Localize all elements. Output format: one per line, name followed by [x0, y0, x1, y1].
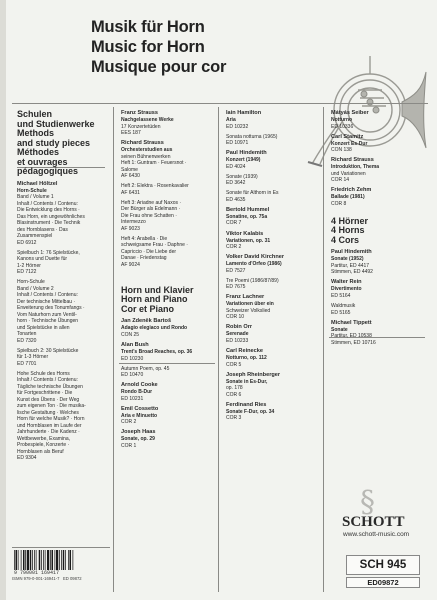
schott-logo	[342, 512, 412, 530]
entry-line: 1-2 Hörner	[17, 262, 41, 269]
catalog-entry	[226, 294, 322, 321]
catalog-entry	[226, 134, 322, 147]
entry-line: Sonate (1952)	[331, 256, 364, 263]
entry-line: ED 3642	[226, 180, 246, 187]
column-methods	[17, 110, 111, 465]
publisher-url: www.schott-music.com	[343, 531, 410, 538]
catalog-entry	[121, 183, 217, 196]
composer-name: Iain Hamilton	[226, 110, 262, 116]
catalog-entry	[17, 250, 111, 276]
catalog-entry	[17, 371, 111, 462]
entry-line: Partitur, ED 10538	[331, 333, 372, 340]
entry-line: Notturno, op. 112	[226, 355, 267, 362]
entry-line: COR 2	[121, 419, 137, 426]
column-horn-piano-and-four-horns	[331, 110, 427, 350]
catalog-entry	[226, 231, 322, 251]
heading-line: Schulen	[17, 109, 53, 119]
entry-line: Partitur, ED 4417	[331, 262, 370, 269]
catalog-entry	[226, 372, 322, 399]
entry-line: Trent's Broad Reaches, op. 36	[121, 349, 193, 356]
entry-line: CON 138	[331, 147, 352, 154]
catalog-entry	[226, 150, 322, 170]
entry-line: Sonate F-Dur, op. 34	[226, 408, 275, 415]
horn-piano-list-c	[331, 110, 427, 207]
entry-line: Heft 4: Arabella · Die	[121, 235, 168, 242]
entry-line: CON 25	[121, 331, 140, 338]
entry-line: Band / Volume 1	[17, 194, 54, 200]
catalog-entry	[226, 190, 322, 203]
horn-piano-list-a	[121, 318, 217, 449]
entry-line: Stimmen, ED 10716	[331, 339, 376, 346]
entry-line: Spielbuch 2: 30 Spielstücke	[17, 347, 79, 354]
entry-line: COR 3	[226, 415, 242, 422]
entry-line: Die Entwicklung des Horns ·	[17, 207, 80, 213]
composer-name: Richard Strauss	[121, 140, 164, 147]
catalog-entry	[226, 278, 322, 291]
heading-line: pédagogiques	[17, 166, 79, 176]
catalog-entry	[17, 348, 111, 368]
entry-line: op. 178	[226, 385, 243, 392]
entry-line: Kanons und Duette für	[17, 256, 68, 263]
composer-name: Franz Lachner	[226, 294, 265, 301]
entry-line: Sonate in Es-Dur,	[226, 378, 268, 385]
entry-line: COR 6	[226, 391, 242, 398]
entry-line: Der technische Mittelbau ·	[17, 298, 76, 305]
composer-name: Carl Stamitz	[331, 133, 364, 140]
entry-line: ED 10971	[226, 140, 249, 147]
entry-line: Inhalt / Contents / Contenu:	[17, 292, 78, 299]
composer-name: Bertold Hummel	[226, 206, 270, 213]
ismn-text: ISMN 979-0-001-16941-7	[12, 576, 60, 581]
entry-line: Waldmusik	[331, 303, 356, 310]
heading-line: 4 Horns	[331, 225, 365, 236]
methods-list	[17, 181, 111, 462]
composer-name: Jan Zdeněk Bartoš	[121, 318, 172, 325]
entry-line: Serenade	[226, 331, 249, 338]
composer-name: Robin Orr	[226, 324, 253, 331]
entry-line: ED 4024	[226, 163, 246, 170]
entry-line: Rondo B-Dur	[121, 389, 153, 396]
composer-name: Ferdinand Ries	[226, 401, 267, 408]
entry-line: EES 187	[121, 130, 141, 136]
title-english: Music for Horn	[91, 38, 205, 56]
schott-s-emblem: §	[360, 485, 375, 520]
entry-line: ED 10231	[121, 395, 144, 402]
entry-line: Ballade (1981)	[331, 194, 365, 201]
entry-line: Tonarten	[17, 331, 37, 338]
entry-line: Sonate (1939)	[226, 173, 258, 180]
entry-line: Variationen, op. 31	[226, 237, 271, 244]
ismn-line	[12, 576, 82, 581]
entry-line: ED 10230	[121, 355, 144, 362]
entry-line: Danae · Friedenstag	[121, 255, 167, 262]
horn-piano-list-b	[226, 110, 322, 422]
heading-line: Cor et Piano	[121, 303, 175, 314]
entry-line: Horn für welche Musik? · Horn	[17, 416, 85, 423]
column-divider-1	[113, 107, 114, 592]
entry-line: ED 10233	[226, 337, 249, 344]
entry-line: ED 6912	[17, 239, 37, 246]
entry-line: Jahrhunderte · Die Kadenz ·	[17, 429, 80, 436]
horn-piano-heading	[121, 286, 217, 315]
composer-name: Joseph Rheinberger	[226, 371, 281, 378]
catalog-entry	[331, 279, 427, 299]
composer-name: Viktor Kalabis	[226, 230, 264, 237]
entry-line: Sonatine, op. 75a	[226, 213, 268, 220]
catalog-number: SCH 945	[346, 555, 420, 575]
entry-line: ED 7675	[226, 284, 246, 291]
barcode	[12, 550, 104, 572]
entry-line: ED 7122	[17, 269, 37, 276]
column-divider-2	[218, 107, 219, 592]
heading-line: 4 Cors	[331, 234, 360, 245]
top-rule	[12, 103, 428, 104]
catalog-entry	[226, 254, 322, 274]
title-german: Musik für Horn	[91, 18, 205, 36]
entry-line: für 1-3 Hörner	[17, 354, 49, 361]
footer-rule	[12, 547, 110, 548]
catalog-entry	[331, 249, 427, 276]
entry-line: Aria	[226, 117, 236, 123]
entry-line: Blasinstrument · Die Technik	[17, 220, 81, 226]
catalog-entry	[331, 187, 427, 207]
entry-line: Inhalt / Contents / Contenu:	[17, 200, 78, 207]
entry-line: Horn-Schule	[17, 279, 45, 286]
composer-name: Mátyás Seiber	[331, 110, 369, 116]
entry-line: und Spielstücke in allen	[17, 324, 70, 331]
entry-line: ED 10232	[226, 123, 249, 130]
entry-line: Tägliche technische Übungen	[17, 383, 83, 390]
entry-line: AF 9024	[121, 261, 140, 268]
edition-number: ED09872	[346, 577, 420, 588]
entry-line: Die Frau ohne Schatten ·	[121, 212, 177, 219]
entry-line: Konzert (1949)	[226, 157, 261, 164]
entry-line: Variationen über ein	[226, 301, 274, 308]
composer-name: Joseph Haas	[121, 429, 156, 436]
heading-line: et ouvrages	[17, 156, 68, 167]
entry-line: Hornblasen als Beruf	[17, 448, 64, 455]
catalog-entry	[331, 110, 427, 130]
entry-line: ED 9304	[17, 455, 37, 462]
composer-name: Volker David Kirchner	[226, 254, 285, 261]
entry-line: Capriccio · Die Liebe der	[121, 248, 177, 255]
entry-line: Schweizer Volkslied	[226, 307, 271, 314]
entry-line: Sonata notturna (1965)	[226, 133, 278, 140]
catalog-entry	[331, 303, 427, 316]
entry-line: COR 5	[226, 361, 242, 368]
column-divider-3	[323, 107, 324, 592]
composer-name: Richard Strauss	[331, 157, 374, 164]
entry-line: AF 9023	[121, 225, 140, 232]
four-horns-heading	[331, 217, 427, 246]
composer-name: Michael Tippett	[331, 319, 372, 326]
catalog-entry	[121, 140, 217, 180]
entry-line: seinen Bühnenwerken	[121, 153, 171, 160]
entry-line: schweigsame Frau · Daphne ·	[121, 242, 188, 249]
entry-line: Adagio elegiaco und Rondo	[121, 325, 188, 332]
heading-line: Horn and Piano	[121, 294, 188, 305]
entry-line: Das Horn, ein ungewöhnliches	[17, 213, 85, 220]
composer-name: Carl Reinecke	[226, 348, 264, 355]
entry-line: Band / Volume 2	[17, 285, 54, 292]
composer-name: Friedrich Zehm	[331, 187, 372, 194]
composer-name: Paul Hindemith	[226, 150, 267, 157]
catalog-entry	[17, 181, 111, 247]
entry-line: Tre Poemi (1986/87/89)	[226, 277, 279, 284]
heading-line: und Studienwerke	[17, 118, 95, 129]
entry-line: COR 10	[226, 314, 245, 321]
entry-line: Hohe Schule des Horns	[17, 370, 70, 377]
column-horn-piano-continued	[226, 110, 322, 425]
entry-line: Autumn Poem, op. 45	[121, 365, 170, 372]
entry-line: Lamento d'Orfeo (1986)	[226, 261, 282, 268]
entry-line: und Variationen	[331, 170, 366, 177]
composer-name: Emil Cossetto	[121, 405, 159, 412]
catalog-entry	[121, 382, 217, 402]
catalog-entry	[121, 236, 217, 269]
heading-line: and study pieces	[17, 137, 91, 148]
barcode-edition: ED 09872	[63, 576, 82, 581]
entry-line: COR 8	[331, 200, 347, 207]
entry-line: Heft 3: Ariadne auf Naxos ·	[121, 199, 182, 206]
entry-line: COR 2	[226, 244, 242, 251]
entry-line: Intermezzo	[121, 219, 146, 226]
entry-line: Orchesterstudien aus	[121, 147, 173, 154]
entry-line: Erweiterung des Tonumfangs ·	[17, 305, 85, 312]
entry-line: Heft 2: Elektra · Rosenkavalier	[121, 183, 189, 190]
entry-line: Probespiele, Konzerte ·	[17, 442, 70, 449]
catalog-entry	[121, 318, 217, 338]
composer-name: Paul Hindemith	[331, 249, 372, 256]
composer-name: Walter Rein	[331, 279, 362, 286]
catalog-entry	[121, 110, 217, 137]
catalog-entry	[226, 324, 322, 344]
heading-line: 4 Hörner	[331, 215, 369, 226]
entry-line: Sonate, op. 29	[121, 436, 155, 443]
catalog-entry	[17, 279, 111, 344]
entry-line: ED 5165	[331, 309, 351, 316]
column-studies-and-horn-piano	[121, 110, 217, 453]
entry-line: Aria e Minuetto	[121, 412, 158, 419]
composer-name: Arnold Cooke	[121, 382, 158, 389]
heading-line: Méthodes	[17, 147, 60, 157]
entry-line: 17 Konzertetüden	[121, 123, 161, 130]
catalog-entry	[121, 366, 217, 379]
studies-list	[121, 110, 217, 268]
entry-line: AF 6430	[121, 173, 140, 180]
entry-line: ED 7527	[226, 267, 246, 274]
entry-line: ED 5164	[331, 292, 351, 299]
entry-line: lische Gestaltung · Welches	[17, 409, 79, 416]
catalog-entry	[226, 402, 322, 422]
entry-line: ED 7320	[17, 337, 37, 344]
entry-line: Kunst des Übens · Der Weg	[17, 396, 80, 403]
entry-line: Spielbuch 1: 76 Spielstücke,	[17, 249, 80, 256]
entry-line: Divertimento	[331, 286, 362, 293]
methods-heading	[17, 110, 111, 177]
composer-name: Alan Bush	[121, 342, 149, 349]
catalog-entry	[121, 342, 217, 362]
entry-line: Konzert Es-Dur	[331, 140, 368, 147]
title-french: Musique pour cor	[91, 58, 227, 76]
composer-name: Michael Höltzel	[17, 180, 58, 187]
entry-line: des Hornblasens · Das	[17, 226, 68, 233]
catalog-entry	[226, 174, 322, 187]
entry-line: COR 7	[226, 220, 242, 227]
entry-line: ED 7701	[17, 360, 37, 367]
catalog-entry	[331, 320, 427, 347]
entry-line: Heft 1: Guntram · Feuersnot ·	[121, 160, 187, 167]
four-horns-list	[331, 249, 427, 346]
barcode-number: 9 790001 169417	[14, 570, 60, 576]
composer-name: Franz Strauss	[121, 110, 158, 116]
entry-line: ED 10470	[121, 372, 144, 379]
catalog-entry	[226, 348, 322, 368]
catalog-entry	[121, 200, 217, 233]
entry-line: Introduktion, Thema	[331, 164, 380, 171]
entry-line: Inhalt / Contents / Contenu:	[17, 377, 78, 384]
entry-line: Zusammenspiel	[17, 233, 53, 239]
entry-line: horn · Technische Übungen	[17, 318, 79, 325]
catalog-entry	[121, 429, 217, 449]
entry-line: Sonate für Althorn in Es	[226, 190, 279, 197]
entry-line: Stimmen, ED 4492	[331, 269, 373, 276]
entry-line: ED 10336	[331, 123, 354, 130]
entry-line: Notturno	[331, 117, 353, 123]
catalog-entry	[226, 110, 322, 130]
heading-line: Methods	[17, 128, 54, 138]
entry-line: Vom Naturhorn zum Ventil-	[17, 311, 77, 318]
entry-line: ED 4635	[226, 196, 246, 203]
heading-line: Horn und Klavier	[121, 284, 194, 295]
entry-line: Sonate	[331, 326, 348, 333]
entry-line: COR 14	[331, 177, 350, 184]
entry-line: Horn-Schule	[17, 187, 47, 194]
catalog-entry	[331, 157, 427, 184]
catalog-entry	[226, 207, 322, 227]
catalog-label	[346, 555, 420, 588]
entry-line: und Hornblasen im Laufe der	[17, 422, 82, 429]
entry-line: COR 1	[121, 442, 137, 449]
entry-line: zum eigenen Ton · Die musika-	[17, 403, 86, 410]
entry-line: Der Bürger als Edelmann ·	[121, 206, 181, 213]
entry-line: Salome	[121, 166, 138, 173]
entry-line: Wettbewerbe, Examina,	[17, 435, 70, 442]
catalog-entry	[331, 134, 427, 154]
schott-logo-text: SCHOTT	[342, 514, 405, 530]
entry-line: AF 6431	[121, 189, 140, 196]
entry-line: Nachgelassene Werke	[121, 117, 174, 123]
catalog-entry	[121, 406, 217, 426]
entry-line: für Fortgeschrittene · Die	[17, 390, 73, 397]
